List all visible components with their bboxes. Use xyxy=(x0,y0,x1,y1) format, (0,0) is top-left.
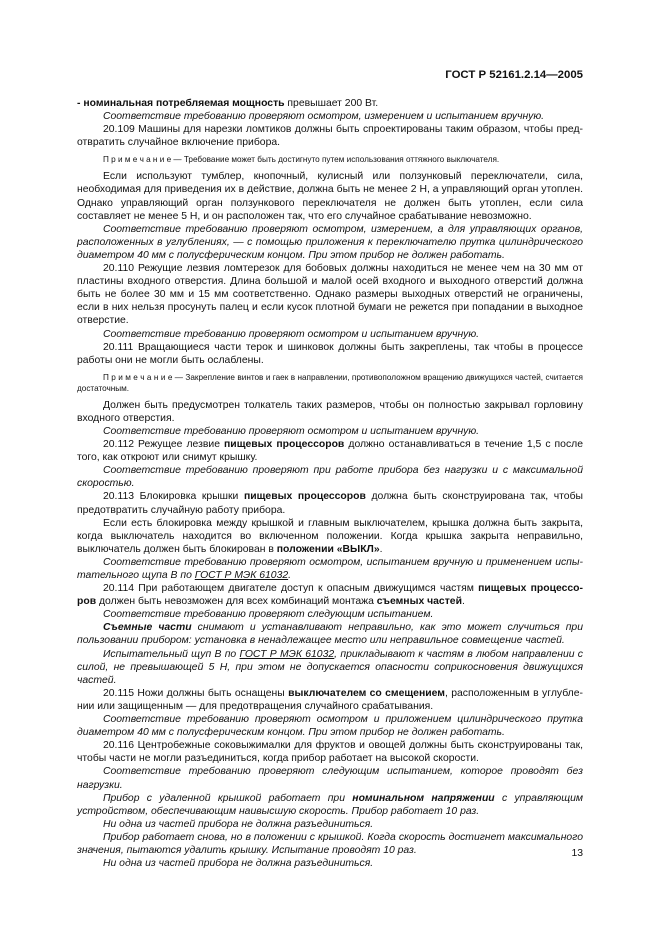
clause-20-113 xyxy=(77,490,583,516)
paragraph xyxy=(77,621,583,647)
text: . xyxy=(461,596,465,608)
text: должен быть невозможен для всех комбинаций монтажа xyxy=(96,596,377,608)
bold-term: пищевых процессоров xyxy=(224,439,345,451)
page-number: 13 xyxy=(571,848,583,859)
bold-term: положении «ВЫКЛ» xyxy=(276,543,380,555)
note-label: П р и м е ч а н и е xyxy=(103,372,173,382)
compliance-paragraph: Соответствие требованию проверяют следующим испытанием. xyxy=(103,609,434,621)
compliance-paragraph: Соответствие требованию проверяют осмотром, измерением, а для управляющих органов, расположенных в углублениях, — с помощью приложения к переключателю прутка цилиндрического диаметром 40 мм с полусферическим концом. При этом прибор не должен работать. xyxy=(77,223,583,261)
text: , расположенным в углублении или защищенным — для предотвращения случайного срабатывания. xyxy=(77,687,583,712)
clause-20-111: 20.111 Вращающиеся части терок и шинковок должны быть закреплены, так чтобы в процессе работы они не могли быть ослаблены. xyxy=(77,341,583,366)
note-label: П р и м е ч а н и е xyxy=(103,155,172,165)
text: должна быть сконструирована так, чтобы предотвратить случайную работу прибора. xyxy=(77,491,584,516)
compliance-paragraph: Соответствие требованию проверяют осмотром и испытанием вручную. xyxy=(103,328,480,340)
paragraph: Ни одна из частей прибора не должна разъединиться. xyxy=(103,858,374,870)
compliance-paragraph: Соответствие требованию проверяют следующим испытанием, которое проводят без нагрузки. xyxy=(77,766,583,791)
clause-20-112 xyxy=(77,438,583,464)
paragraph xyxy=(77,517,583,556)
paragraph: Прибор работает снова, но в положении с крышкой. Когда скорость достигнет максимального значения, пытаются удалить крышку. Испытание проводят 10 раз. xyxy=(77,831,583,856)
compliance-paragraph: Соответствие требованию проверяют осмотром и испытанием вручную. xyxy=(103,425,480,437)
clause-20-116: 20.116 Центробежные соковыжималки для фруктов и овощей должны быть сконструированы так, чтобы части не могли разъединиться, когда прибор работает на высокой скорости. xyxy=(77,740,583,765)
text: . xyxy=(288,570,292,581)
clause-20-115 xyxy=(77,687,583,713)
text: 20.114 При работающем двигателе доступ к опасным движущимся частям xyxy=(103,583,479,595)
text: с управляющим устройством, обеспечивающим наивысшую скорость. Прибор работает 10 раз. xyxy=(77,792,583,817)
bold-term: съемных частей xyxy=(376,596,462,608)
standard-reference-link[interactable]: ГОСТ Р МЭК 61032 xyxy=(194,570,289,581)
compliance-paragraph: Соответствие требованию проверяют осмотром, измерением и испытанием вручную. xyxy=(103,111,545,123)
bold-term: пищевых процессоров xyxy=(77,583,583,608)
text: Испытательный щуп В по xyxy=(103,648,240,660)
paragraph xyxy=(77,648,583,687)
paragraph: Должен быть предусмотрен толкатель таких размеров, чтобы он полностью закрывал горловину входного отверстия. xyxy=(77,399,583,424)
bold-term: - номинальная потребляемая мощность xyxy=(77,98,285,109)
text: Прибор с удаленной крышкой работает при xyxy=(103,792,353,804)
text: 20.115 Ножи должны быть оснащены xyxy=(103,687,289,699)
compliance-paragraph xyxy=(77,556,583,582)
text: Соответствие требованию проверяют осмотром, испытанием вручную и применением испытательного щупа В по xyxy=(77,556,583,581)
paragraph: Если используют тумблер, кнопочный, кулисный или ползунковый переключатели, сила, необходимая для приведения их в действие, должна быть не менее 2 Н, а управляющий орган утоплен. Однако управляющий орган ползункового переключателя не должен быть утоплен, если сила составляет не менее 5 Н, и он расположен так, что его случайное срабатывание невозможно. xyxy=(77,171,583,222)
note xyxy=(77,372,583,394)
bold-term: пищевых процессоров xyxy=(243,491,366,503)
bold-term: Съемные части xyxy=(103,622,192,634)
text: должно останавливаться в течение 1,5 с после того, как откроют или снимут крышку. xyxy=(77,439,584,464)
note xyxy=(77,154,583,165)
text: , прикладывают к частям в любом направлении с силой, не превышающей 5 Н, при этом не допускается опасности соприкосновения движущихся частей. xyxy=(77,648,584,686)
text: снимают и устанавливают неправильно, как это может случиться при пользовании прибором: установка в ненадлежащее место или неправильное совмещение частей. xyxy=(77,622,583,647)
document-header: ГОСТ Р 52161.2.14—2005 xyxy=(445,69,583,81)
bold-term: номинальном напряжении xyxy=(352,792,495,804)
text: . xyxy=(379,543,383,555)
document-body xyxy=(77,97,583,870)
standard-reference-link[interactable]: ГОСТ Р МЭК 61032 xyxy=(239,648,335,660)
text: превышает 200 Вт. xyxy=(284,98,379,109)
clause-20-109: 20.109 Машины для нарезки ломтиков должны быть спроектированы таким образом, чтобы предотвратить случайное включение прибора. xyxy=(77,124,583,149)
note-text: — Требование может быть достигнуто путем использования оттяжного выключателя. xyxy=(171,155,500,165)
text: 20.113 Блокировка крышки xyxy=(103,491,244,503)
compliance-paragraph: Соответствие требованию проверяют осмотром и приложением цилиндрического прутка диаметром 40 мм с полусферическим концом. При этом прибор не должен работать. xyxy=(77,714,583,739)
paragraph xyxy=(77,97,583,110)
paragraph: Ни одна из частей прибора не должна разъединиться. xyxy=(103,818,374,830)
paragraph xyxy=(77,792,583,818)
clause-20-110: 20.110 Режущие лезвия ломтерезок для бобовых должны находиться не менее чем на 30 мм от пластины входного отверстия. Длина большой и малой осей входного и выходного отверстий должна быть не более 30 мм и 15 мм соответственно. Однако размеры выходных отверстий не ограничены, если в них нельзя просунуть палец и если кусок плотной бумаги не режется при попадании в выходное отверстие. xyxy=(77,263,583,327)
compliance-paragraph: Соответствие требованию проверяют при работе прибора без нагрузки и с максимальной скоростью. xyxy=(77,465,583,490)
text: Если есть блокировка между крышкой и главным выключателем, крышка должна быть закрыта, когда выключатель находится во включенном положении. Когда крышка закрыта неправильно, выключатель должен быть блокирован в xyxy=(77,517,583,555)
text: 20.112 Режущее лезвие xyxy=(103,439,225,451)
note-text: — Закрепление винтов и гаек в направлении, противоположном вращению движущихся частей, считается достаточным. xyxy=(77,372,583,393)
bold-term: выключателем со смещением xyxy=(288,687,445,699)
clause-20-114 xyxy=(77,582,583,608)
